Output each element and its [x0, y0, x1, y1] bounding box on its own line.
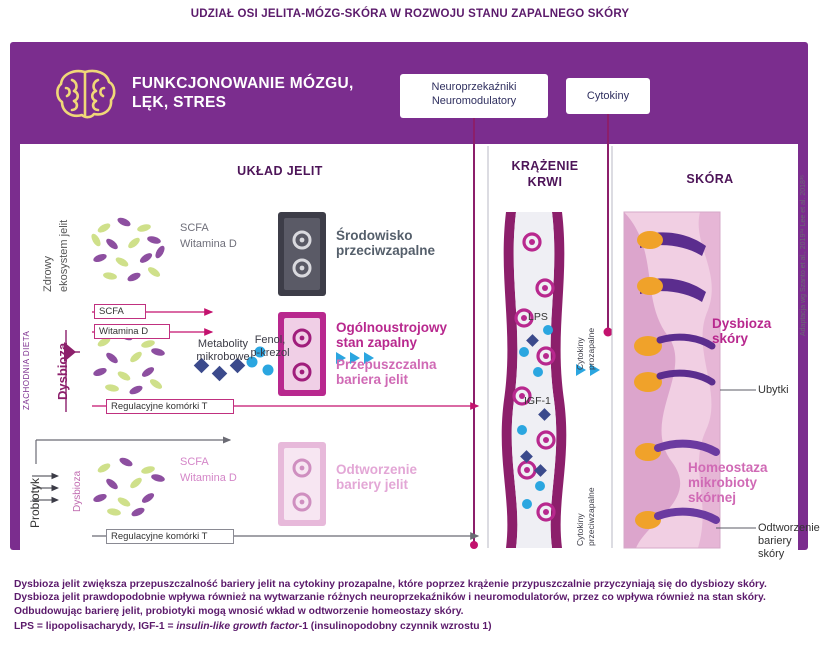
label-proinflammatory-cytokines-line2: prozapalne: [586, 327, 596, 370]
tag-neuro-line2: Neuromodulatory: [431, 95, 517, 107]
label-antiinflammatory-cytokines-line2: przeciwzapalne: [586, 487, 596, 546]
label-skin-homeostasis-line3: skórnej: [688, 490, 737, 505]
row-label-healthy: [42, 256, 54, 292]
outcome-systemic-inflammation-line2: stan zapalny: [336, 335, 418, 350]
tag-cytokines: Cytokiny: [566, 78, 650, 114]
outcome-leaky-gut: [336, 357, 437, 387]
row-label-probiotic: Probiotyk: [28, 477, 42, 528]
label-proinflammatory-cytokines-2: [587, 328, 596, 370]
row-label-western-diet: ZACHODNIA DIETA: [22, 330, 31, 410]
outcome-gut-barrier-restored-line1: Odtworzenie: [336, 462, 418, 477]
label-lps: LPS: [528, 311, 548, 323]
column-heading-blood-line1: KRĄŻENIE: [511, 159, 579, 173]
outcome-leaky-gut-line1: Przepuszczalna: [336, 357, 437, 372]
outcome-gut-barrier-restored-line2: bariery jelit: [336, 477, 409, 492]
label-skin-dysbiosis-line2: skóry: [712, 331, 749, 346]
label-proinflammatory-cytokines-line1: Cytokiny: [575, 337, 585, 370]
label-skin-homeostasis: [688, 460, 768, 505]
tag-neuro-line1: Neuroprzekaźniki: [431, 81, 517, 93]
label-antiinflammatory-cytokines-line1: Cytokiny: [575, 513, 585, 546]
label-skin-homeostasis-line1: Homeostaza: [688, 460, 768, 475]
caption-legend: [14, 620, 804, 633]
label-metabolites-line2: mikrobowe: [196, 351, 250, 363]
label-proinflammatory-cytokines: [576, 337, 585, 370]
legend-lead: LPS = lipopolisacharydy, IGF-1 =: [14, 621, 177, 633]
column-heading-skin: SKÓRA: [686, 172, 734, 186]
outcome-gut-barrier-restored: [336, 462, 417, 492]
label-skin-barrier-restore: [758, 522, 820, 561]
label-phenol-line1: Fenol,: [254, 334, 286, 346]
row-label-healthy-line1: Zdrowy: [42, 255, 54, 292]
row-label-healthy-sub: [58, 220, 70, 292]
label-phenol-line2: p-krezol: [250, 347, 290, 359]
page-title: UDZIAŁ OSI JELITA-MÓZG-SKÓRA W ROZWOJU STANU ZAPALNEGO SKÓRY: [190, 8, 630, 20]
label-phenol: [243, 334, 297, 360]
label-scfa-probiotic: SCFA: [180, 456, 209, 468]
label-scfa-healthy: SCFA: [180, 222, 209, 234]
box-treg-dysbiosis: Regulacyjne komórki T: [106, 399, 234, 414]
label-metabolites-line1: Metabolity: [197, 338, 249, 350]
label-skin-dysbiosis-line1: Dysbioza: [712, 316, 772, 331]
box-scfa-dysbiosis: SCFA: [94, 304, 146, 319]
label-skin-dysbiosis: [712, 316, 771, 346]
label-antiinflammatory-cytokines: [576, 513, 585, 546]
row-label-healthy-line2: ekosystem jelit: [58, 219, 70, 292]
caption-block: [14, 578, 804, 634]
box-vitamin-d-dysbiosis: Witamina D: [94, 324, 170, 339]
label-vitamin-d-healthy: Witamina D: [180, 238, 237, 250]
box-treg-probiotic: Regulacyjne komórki T: [106, 529, 234, 544]
outcome-anti-inflammatory-line2: przeciwzapalne: [336, 243, 436, 258]
legend-italic: insulin-like growth factor: [176, 621, 299, 633]
row-label-probiotic-sub: Dysbioza: [72, 470, 83, 512]
label-igf1: IGF-1: [524, 395, 551, 407]
label-skin-barrier-restore-line1: Odtworzenie: [758, 522, 820, 534]
caption-paragraph: Dysbioza jelit zwiększa przepuszczalność bariery jelit na cytokiny prozapalne, które poprzez krążenie przypuszczalnie przyczyniają się do dysbiozy skóry. Dysbioza jelit prawdopodobnie wpływa również na wytwarzanie różnych neuroprzekaźników i neuromodulatorów, przez co wpływa również na stan skóry. Odbudowując barierę jelit, probiotyki mogą wnosić wkład w odtworzenie homeostazy skóry.: [14, 579, 767, 617]
legend-tail: -1 (insulinopodobny czynnik wzrostu 1): [298, 621, 492, 633]
row-label-dysbiosis: Dysbioza: [55, 342, 70, 400]
label-skin-homeostasis-line2: mikrobioty: [688, 475, 758, 490]
label-skin-defects: Ubytki: [758, 384, 789, 396]
outcome-anti-inflammatory: [336, 228, 435, 258]
column-heading-gut: UKŁAD JELIT: [237, 164, 323, 178]
source-citation: Adaptacja wg Szanto et al., 2019³⁴ Lee et al. 2018³⁵: [800, 174, 807, 336]
column-heading-blood-line2: KRWI: [527, 175, 563, 189]
outcome-anti-inflammatory-line1: Środowisko: [336, 228, 413, 243]
outcome-systemic-inflammation: [336, 320, 447, 350]
label-skin-barrier-restore-line2: bariery skóry: [758, 535, 792, 560]
label-vitamin-d-probiotic: Witamina D: [180, 472, 237, 484]
outcome-systemic-inflammation-line1: Ogólnoustrojowy: [336, 320, 447, 335]
label-antiinflammatory-cytokines-2: [587, 487, 596, 546]
outcome-leaky-gut-line2: bariera jelit: [336, 372, 409, 387]
brain-title-line1: FUNKCJONOWANIE MÓZGU,: [132, 75, 354, 92]
brain-title-line2: LĘK, STRES: [132, 94, 227, 111]
